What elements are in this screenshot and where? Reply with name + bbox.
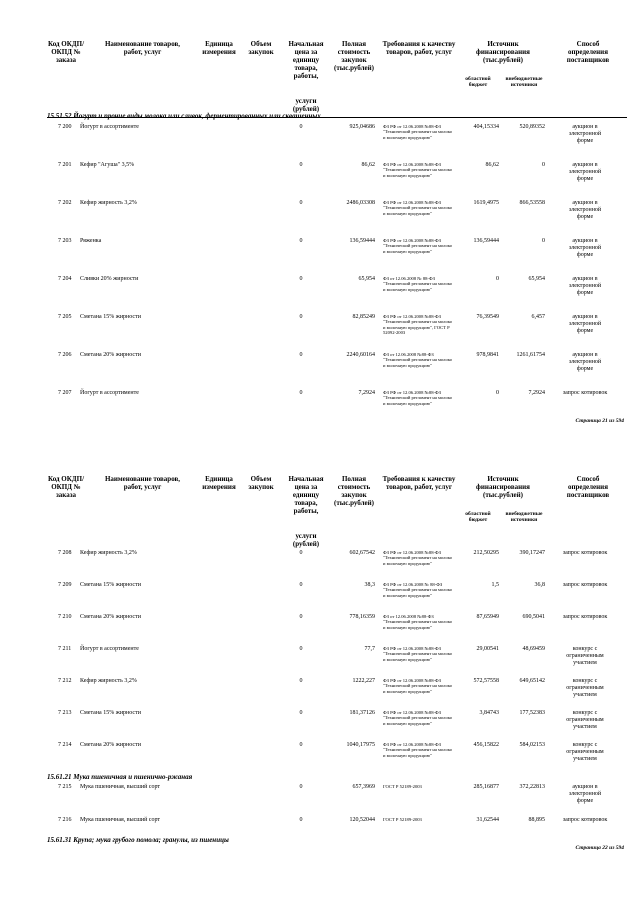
regional-budget: 978,9841 <box>476 352 499 358</box>
unit-price: 0 <box>299 238 303 244</box>
total-cost: 1040,17975 <box>346 742 375 748</box>
header-extrabudget: внебюджетные источники <box>505 511 543 523</box>
total-cost: 65,954 <box>358 276 375 282</box>
item-name: Йогурт в ассортименте <box>80 124 139 130</box>
procurement-method: аукцион в электронной форме <box>568 124 602 144</box>
extrabudget-sources: 520,89352 <box>519 124 545 130</box>
procurement-method: аукцион в электронной форме <box>568 200 602 220</box>
item-name: Сметана 15% жирности <box>80 582 141 588</box>
header-source: Источник финансирования (тыс.рублей) <box>476 40 530 64</box>
extrabudget-sources: 177,52383 <box>519 710 545 716</box>
total-cost: 657,3969 <box>352 784 375 790</box>
header-name: Наименование товаров, работ, услуг <box>104 40 181 56</box>
table-row <box>0 678 640 708</box>
extrabudget-sources: 7,2924 <box>528 390 545 396</box>
quality-requirements: ФЗ РФ от 12.06.2008 №88-ФЗ "Технический регламент на молоко и молочную продукцию" <box>383 200 453 216</box>
unit-price: 0 <box>299 582 303 588</box>
quality-requirements: ФЗ от 12.06.2008 №88-ФЗ "Технический регламент на молоко и молочную продукцию" <box>383 352 453 368</box>
item-name: Йогурт в ассортименте <box>80 390 139 396</box>
header-price: Начальная цена за единицу товара, работы, <box>288 40 324 80</box>
header-extrabudget: внебюджетные источники <box>505 76 543 88</box>
procurement-method: конкурс с ограниченным участием <box>566 742 604 762</box>
header-regional: областной бюджет <box>465 76 491 88</box>
extrabudget-sources: 584,02153 <box>519 742 545 748</box>
extrabudget-sources: 36,8 <box>534 582 545 588</box>
total-cost: 925,04686 <box>349 124 375 130</box>
table-row <box>0 200 640 230</box>
extrabudget-sources: 649,65142 <box>519 678 545 684</box>
item-name: Сметана 20% жирности <box>80 742 141 748</box>
unit-price: 0 <box>299 276 303 282</box>
order-number: 7 215 <box>58 784 72 790</box>
procurement-method: аукцион в электронной форме <box>568 238 602 258</box>
total-cost: 86,62 <box>361 162 375 168</box>
item-name: Ряженка <box>80 238 102 244</box>
extrabudget-sources: 6,457 <box>531 314 545 320</box>
regional-budget: 285,16877 <box>473 784 499 790</box>
total-cost: 120,52044 <box>349 817 375 823</box>
order-number: 7 213 <box>58 710 72 716</box>
total-cost: 136,59444 <box>349 238 375 244</box>
order-number: 7 204 <box>58 276 72 282</box>
section-title: 15.61.31 Крупа; мука грубого помола; гранулы, из пшеницы <box>47 836 229 844</box>
order-number: 7 208 <box>58 550 72 556</box>
total-cost: 602,67542 <box>349 550 375 556</box>
procurement-method: конкурс с ограниченным участием <box>566 678 604 698</box>
header-code: Код ОКДП/ ОКПД № заказа <box>47 40 85 64</box>
page-footer: Страница 21 из 594 <box>575 418 624 424</box>
unit-price: 0 <box>299 784 303 790</box>
unit-price: 0 <box>299 614 303 620</box>
order-number: 7 209 <box>58 582 72 588</box>
extrabudget-sources: 0 <box>542 162 545 168</box>
order-number: 7 214 <box>58 742 72 748</box>
header-total: Полная стоимость закупок (тыс.рублей) <box>333 475 375 507</box>
header-requirements: Требования к качеству товаров, работ, услуг <box>382 40 456 56</box>
procurement-method: запрос котировок <box>562 817 608 823</box>
header-total: Полная стоимость закупок (тыс.рублей) <box>333 40 375 72</box>
item-name: Мука пшеничная, высший сорт <box>80 784 161 790</box>
order-number: 7 211 <box>58 646 72 652</box>
regional-budget: 404,15334 <box>473 124 499 130</box>
total-cost: 2486,03308 <box>346 200 375 206</box>
regional-budget: 456,15822 <box>473 742 499 748</box>
header-method: Способ определения поставщиков <box>566 475 610 499</box>
procurement-method: запрос котировок <box>562 614 608 620</box>
unit-price: 0 <box>299 390 303 396</box>
regional-budget: 136,59444 <box>473 238 499 244</box>
header-method: Способ определения поставщиков <box>566 40 610 64</box>
quality-requirements: ГОСТ Р 52189-2003 <box>383 784 422 789</box>
procurement-method: запрос котировок <box>562 550 608 556</box>
item-name: Сметана 20% жирности <box>80 352 141 358</box>
regional-budget: 1,5 <box>491 582 499 588</box>
order-number: 7 212 <box>58 678 72 684</box>
header-name: Наименование товаров, работ, услуг <box>104 475 181 491</box>
order-number: 7 206 <box>58 352 72 358</box>
procurement-method: запрос котировок <box>562 582 608 588</box>
header-price-services: услуги (рублей) <box>292 97 320 113</box>
unit-price: 0 <box>299 817 303 823</box>
table-row <box>0 582 640 612</box>
header-unit: Единица измерения <box>202 40 236 56</box>
quality-requirements: ФЗ РФ от 12.06.2008 №88-ФЗ "Технический регламент на молоко и молочную продукцию" <box>383 124 453 140</box>
extrabudget-sources: 0 <box>542 238 545 244</box>
header-price: Начальная цена за единицу товара, работы, <box>288 475 324 515</box>
procurement-method: конкурс с ограниченным участием <box>566 710 604 730</box>
regional-budget: 3,84743 <box>479 710 499 716</box>
regional-budget: 29,00541 <box>476 646 499 652</box>
extrabudget-sources: 1261,61754 <box>516 352 545 358</box>
quality-requirements: ФЗ от 12.06.2008 №88-ФЗ "Технический регламент на молоко и молочную продукцию" <box>383 614 453 630</box>
unit-price: 0 <box>299 742 303 748</box>
header-unit: Единица измерения <box>202 475 236 491</box>
procurement-method: аукцион в электронной форме <box>568 784 602 804</box>
table-row <box>0 710 640 740</box>
quality-requirements: ФЗ РФ от 12.06.2008 №88-ФЗ "Технический регламент на молоко и молочную продукцию" <box>383 646 453 662</box>
item-name: Сметана 15% жирности <box>80 710 141 716</box>
order-number: 7 200 <box>58 124 72 130</box>
total-cost: 7,2924 <box>358 390 375 396</box>
header-volume: Объем закупок <box>248 475 274 491</box>
procurement-method: аукцион в электронной форме <box>568 162 602 182</box>
table-row <box>0 614 640 644</box>
regional-budget: 76,39549 <box>476 314 499 320</box>
unit-price: 0 <box>299 646 303 652</box>
section-title: 15.61.21 Мука пшеничная и пшенично-ржаная <box>47 773 193 781</box>
total-cost: 181,37126 <box>349 710 375 716</box>
table-row <box>0 390 640 420</box>
procurement-method: аукцион в электронной форме <box>568 352 602 372</box>
table-row <box>0 314 640 344</box>
regional-budget: 31,62544 <box>476 817 499 823</box>
order-number: 7 207 <box>58 390 72 396</box>
extrabudget-sources: 48,69459 <box>522 646 545 652</box>
header-code: Код ОКДП/ ОКПД № заказа <box>47 475 85 499</box>
table-row <box>0 124 640 154</box>
unit-price: 0 <box>299 710 303 716</box>
regional-budget: 0 <box>496 390 499 396</box>
item-name: Сметана 15% жирности <box>80 314 141 320</box>
quality-requirements: ФЗ РФ от 12.06.2008 №88-ФЗ "Технический регламент на молоко и молочную продукцию" <box>383 710 453 726</box>
regional-budget: 1619,4975 <box>473 200 499 206</box>
order-number: 7 201 <box>58 162 72 168</box>
extrabudget-sources: 372,22813 <box>519 784 545 790</box>
order-number: 7 210 <box>58 614 72 620</box>
unit-price: 0 <box>299 314 303 320</box>
item-name: Мука пшеничная, высший сорт <box>80 817 161 823</box>
item-name: Кефир жирность 3,2% <box>80 550 137 556</box>
quality-requirements: ГОСТ Р 52189-2003 <box>383 817 422 822</box>
header-regional: областной бюджет <box>465 511 491 523</box>
quality-requirements: ФЗ РФ от 12.06.2008 №88-ФЗ "Технический регламент на молоко и молочную продукцию", ГОСТ Р 52092-2003 <box>383 314 453 336</box>
quality-requirements: ФЗ от 12.06.2008 № 88-ФЗ "Технический регламент на молоко и молочную продукцию" <box>383 276 453 292</box>
quality-requirements: ФЗ РФ от 12.06.2008 № 88-ФЗ "Технический регламент на молоко и молочную продукцию" <box>383 582 453 598</box>
regional-budget: 86,62 <box>485 162 499 168</box>
item-name: Кефир жирность 3,2% <box>80 678 137 684</box>
order-number: 7 216 <box>58 817 72 823</box>
table-row <box>0 162 640 192</box>
header-price-services: услуги (рублей) <box>292 532 320 548</box>
table-row <box>0 550 640 580</box>
unit-price: 0 <box>299 352 303 358</box>
total-cost: 82,85249 <box>352 314 375 320</box>
item-name: Кефир "Агуша" 3,5% <box>80 162 135 168</box>
table-row <box>0 276 640 306</box>
quality-requirements: ФЗ РФ от 12.06.2008 №88-ФЗ "Технический регламент на молоко и молочную продукцию" <box>383 162 453 178</box>
extrabudget-sources: 690,5041 <box>522 614 545 620</box>
extrabudget-sources: 88,895 <box>528 817 545 823</box>
item-name: Сливки 20% жирности <box>80 276 139 282</box>
item-name: Кефир жирность 3,2% <box>80 200 137 206</box>
total-cost: 778,16359 <box>349 614 375 620</box>
table-row <box>0 646 640 676</box>
extrabudget-sources: 390,17247 <box>519 550 545 556</box>
quality-requirements: ФЗ РФ от 12.06.2008 №88-ФЗ "Технический регламент на молоко и молочную продукцию" <box>383 238 453 254</box>
table-row <box>0 742 640 772</box>
section-title: 15.51.52 Йогурт и прочие виды молока или сливок, ферментированных или сквашенных <box>47 112 321 120</box>
procurement-method: аукцион в электронной форме <box>568 314 602 334</box>
total-cost: 1222,227 <box>352 678 375 684</box>
quality-requirements: ФЗ РФ от 12.06.2008 №88-ФЗ "Технический регламент на молоко и молочную продукцию" <box>383 550 453 566</box>
order-number: 7 205 <box>58 314 72 320</box>
quality-requirements: ФЗ РФ от 12.06.2008 №88-ФЗ "Технический регламент на молоко и молочную продукцию" <box>383 678 453 694</box>
regional-budget: 0 <box>496 276 499 282</box>
table-row <box>0 784 640 814</box>
unit-price: 0 <box>299 678 303 684</box>
total-cost: 38,3 <box>364 582 375 588</box>
regional-budget: 212,50295 <box>473 550 499 556</box>
procurement-method: конкурс с ограниченным участием <box>566 646 604 666</box>
extrabudget-sources: 65,954 <box>528 276 545 282</box>
unit-price: 0 <box>299 162 303 168</box>
total-cost: 77,7 <box>364 646 375 652</box>
procurement-method: запрос котировок <box>562 390 608 396</box>
order-number: 7 203 <box>58 238 72 244</box>
extrabudget-sources: 866,53558 <box>519 200 545 206</box>
table-row <box>0 238 640 268</box>
header-volume: Объем закупок <box>248 40 274 56</box>
header-requirements: Требования к качеству товаров, работ, услуг <box>382 475 456 491</box>
total-cost: 2240,60164 <box>346 352 375 358</box>
regional-budget: 572,57558 <box>473 678 499 684</box>
item-name: Сметана 20% жирности <box>80 614 141 620</box>
unit-price: 0 <box>299 124 303 130</box>
table-row <box>0 352 640 382</box>
order-number: 7 202 <box>58 200 72 206</box>
item-name: Йогурт в ассортименте <box>80 646 139 652</box>
quality-requirements: ФЗ РФ от 12.06.2008 №88-ФЗ "Технический регламент на молоко и молочную продукцию" <box>383 742 453 758</box>
unit-price: 0 <box>299 200 303 206</box>
unit-price: 0 <box>299 550 303 556</box>
page-footer: Страница 22 из 594 <box>575 845 624 851</box>
header-source: Источник финансирования (тыс.рублей) <box>476 475 530 499</box>
quality-requirements: ФЗ РФ от 12.06.2008 №88-ФЗ "Технический регламент на молоко и молочную продукцию" <box>383 390 453 406</box>
regional-budget: 87,65949 <box>476 614 499 620</box>
procurement-method: аукцион в электронной форме <box>568 276 602 296</box>
